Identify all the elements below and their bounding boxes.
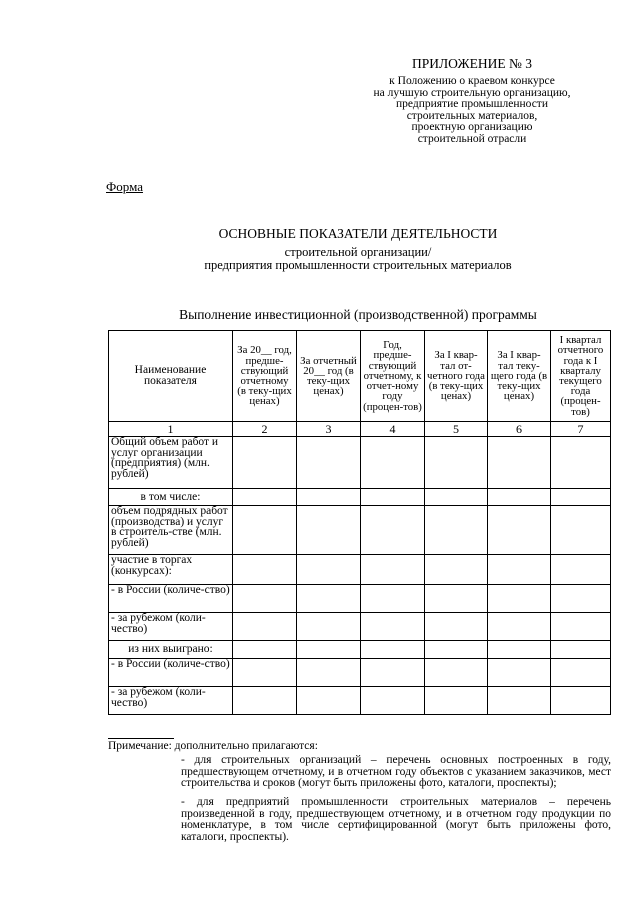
indicators-table [108,330,611,715]
input-cell[interactable] [488,613,551,641]
table-row [109,506,611,555]
note-heading: Примечание: дополнительно прилагаются: [108,740,318,752]
input-cell[interactable] [297,659,361,687]
input-cell[interactable] [233,613,297,641]
form-label: Форма [106,179,143,194]
input-cell[interactable] [488,687,551,715]
input-cell[interactable] [361,489,425,506]
input-cell[interactable] [297,585,361,613]
document-subtitle: строительной организации/ [284,245,432,259]
input-cell[interactable] [297,641,361,659]
row-label: - за рубежом (коли-чество) [109,613,233,641]
input-cell[interactable] [233,585,297,613]
table-header-row [109,331,611,422]
appendix-line: строительной отрасли [417,132,527,145]
input-cell[interactable] [361,687,425,715]
input-cell[interactable] [425,585,488,613]
row-label: в том числе: [109,489,233,506]
column-number-row [109,422,611,437]
input-cell[interactable] [551,659,611,687]
column-header: За отчетный 20__ год (в теку-щих ценах) [297,331,361,422]
row-label: из них выиграно: [109,641,233,659]
column-number: 7 [551,422,611,437]
input-cell[interactable] [551,641,611,659]
input-cell[interactable] [488,437,551,489]
input-cell[interactable] [233,506,297,555]
table-title: Выполнение инвестиционной (производственной) программы [179,307,537,322]
input-cell[interactable] [233,641,297,659]
table-row [109,437,611,489]
input-cell[interactable] [233,555,297,585]
table-row [109,641,611,659]
input-cell[interactable] [361,437,425,489]
column-header: I квартал отчетного года к I кварталу текущего года (процен-тов) [551,331,611,422]
note-item: - для предприятий промышленности строительных материалов – перечень произведенной в году, предшествующем отчетному, и в отчетном году продукции по номенклатуре, в том числе сертифицированной (могут быть приложены фото, каталоги, проспекты). [181,796,611,843]
input-cell[interactable] [488,555,551,585]
input-cell[interactable] [488,659,551,687]
input-cell[interactable] [551,687,611,715]
column-number: 5 [425,422,488,437]
input-cell[interactable] [297,506,361,555]
input-cell[interactable] [361,506,425,555]
table-row [109,613,611,641]
input-cell[interactable] [361,613,425,641]
table-row [109,687,611,715]
input-cell[interactable] [361,555,425,585]
note-item: - для строительных организаций – перечень основных построенных в году, предшествующем отчетному, и в отчетном году объектов с указанием заказчиков, мест строительства и сроков (могут быть приложены фото, каталоги, проспекты); [181,754,611,789]
column-number: 4 [361,422,425,437]
input-cell[interactable] [425,555,488,585]
appendix-block [342,56,602,145]
input-cell[interactable] [297,437,361,489]
appendix-line: проектную организацию [411,121,533,133]
table-row [109,585,611,613]
input-cell[interactable] [551,613,611,641]
document-subtitle: предприятия промышленности строительных материалов [204,258,512,272]
row-label: - за рубежом (коли-чество) [109,687,233,715]
column-number: 6 [488,422,551,437]
input-cell[interactable] [425,659,488,687]
table-row [109,555,611,585]
input-cell[interactable] [551,437,611,489]
input-cell[interactable] [551,555,611,585]
row-label: - в России (количе-ство) [109,585,233,613]
table-row [109,489,611,506]
input-cell[interactable] [488,641,551,659]
column-number: 2 [233,422,297,437]
appendix-title: ПРИЛОЖЕНИЕ № 3 [411,56,533,71]
input-cell[interactable] [488,585,551,613]
column-number: 3 [297,422,361,437]
input-cell[interactable] [425,489,488,506]
table-row [109,659,611,687]
input-cell[interactable] [297,687,361,715]
input-cell[interactable] [297,489,361,506]
column-header: За 20__ год, предше-ствующий отчетному (в теку-щих ценах) [233,331,297,422]
input-cell[interactable] [425,687,488,715]
input-cell[interactable] [425,506,488,555]
input-cell[interactable] [488,506,551,555]
input-cell[interactable] [425,437,488,489]
input-cell[interactable] [297,555,361,585]
footnote-divider [108,738,174,739]
appendix-line: строительных материалов, [406,109,538,122]
input-cell[interactable] [361,659,425,687]
column-header: Наименование показателя [109,331,233,422]
input-cell[interactable] [361,585,425,613]
input-cell[interactable] [233,659,297,687]
input-cell[interactable] [425,613,488,641]
column-number: 1 [109,422,233,437]
row-label: - в России (количе-ство) [109,659,233,687]
appendix-line: к Положению о краевом конкурсе [389,75,555,87]
input-cell[interactable] [551,585,611,613]
appendix-line: предприятие промышленности [396,98,548,110]
input-cell[interactable] [425,641,488,659]
input-cell[interactable] [233,687,297,715]
input-cell[interactable] [233,489,297,506]
row-label: участие в торгах (конкурсах): [109,555,233,585]
input-cell[interactable] [233,437,297,489]
column-header: За I квар-тал теку-щего года (в теку-щих ценах) [488,331,551,422]
column-header: За I квар-тал от-четного года (в теку-щих ценах) [425,331,488,422]
document-title: ОСНОВНЫЕ ПОКАЗАТЕЛИ ДЕЯТЕЛЬНОСТИ [218,226,498,241]
input-cell[interactable] [297,613,361,641]
input-cell[interactable] [361,641,425,659]
input-cell[interactable] [488,489,551,506]
row-label: Общий объем работ и услуг организации (предприятия) (млн. рублей) [109,437,233,489]
appendix-line: на лучшую строительную организацию, [373,86,571,99]
input-cell[interactable] [551,506,611,555]
input-cell[interactable] [551,489,611,506]
column-header: Год, предше-ствующий отчетному, к отчет-ному году (процен-тов) [361,331,425,422]
row-label: объем подрядных работ (производства) и услуг в строитель-стве (млн. рублей) [109,506,233,555]
